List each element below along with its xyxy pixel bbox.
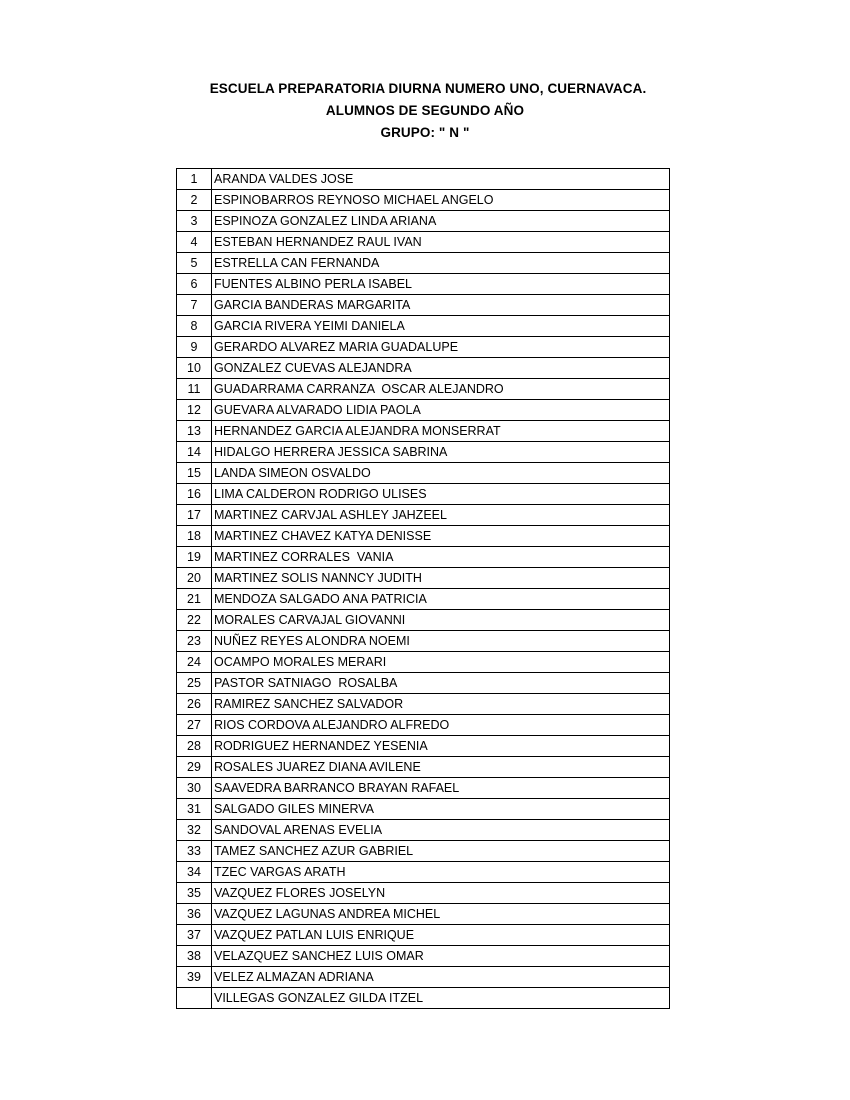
- row-number: 30: [177, 778, 212, 799]
- document-subtitle: ALUMNOS DE SEGUNDO AÑO: [325, 103, 525, 118]
- student-name: GERARDO ALVAREZ MARIA GUADALUPE: [212, 337, 670, 358]
- row-number: 25: [177, 673, 212, 694]
- student-name: ESTRELLA CAN FERNANDA: [212, 253, 670, 274]
- table-row: [177, 757, 670, 778]
- table-row: [177, 673, 670, 694]
- table-row: [177, 211, 670, 232]
- school-name: ESCUELA PREPARATORIA DIURNA NUMERO UNO, CUERNAVACA.: [209, 81, 647, 96]
- table-row: [177, 715, 670, 736]
- table-row: [177, 442, 670, 463]
- row-number: 15: [177, 463, 212, 484]
- student-name: GUEVARA ALVARADO LIDIA PAOLA: [212, 400, 670, 421]
- group-label: GRUPO: " N ": [380, 125, 470, 140]
- student-name: GUADARRAMA CARRANZA OSCAR ALEJANDRO: [212, 379, 670, 400]
- student-name: MARTINEZ SOLIS NANNCY JUDITH: [212, 568, 670, 589]
- row-number: 18: [177, 526, 212, 547]
- table-row: [177, 841, 670, 862]
- row-number: 37: [177, 925, 212, 946]
- table-row: [177, 610, 670, 631]
- table-row: [177, 652, 670, 673]
- row-number: 4: [177, 232, 212, 253]
- row-number: 29: [177, 757, 212, 778]
- student-name: RAMIREZ SANCHEZ SALVADOR: [212, 694, 670, 715]
- table-row: [177, 400, 670, 421]
- table-row: [177, 547, 670, 568]
- row-number: 17: [177, 505, 212, 526]
- row-number: 19: [177, 547, 212, 568]
- student-name: ESTEBAN HERNANDEZ RAUL IVAN: [212, 232, 670, 253]
- student-name: VAZQUEZ FLORES JOSELYN: [212, 883, 670, 904]
- table-row: [177, 232, 670, 253]
- row-number: 5: [177, 253, 212, 274]
- table-row: [177, 337, 670, 358]
- table-row: [177, 631, 670, 652]
- row-number: 14: [177, 442, 212, 463]
- table-row: [177, 463, 670, 484]
- student-name: GONZALEZ CUEVAS ALEJANDRA: [212, 358, 670, 379]
- table-row: [177, 883, 670, 904]
- row-number: 36: [177, 904, 212, 925]
- row-number: 7: [177, 295, 212, 316]
- row-number: 24: [177, 652, 212, 673]
- row-number: 20: [177, 568, 212, 589]
- table-row: [177, 379, 670, 400]
- row-number: 9: [177, 337, 212, 358]
- student-name: TZEC VARGAS ARATH: [212, 862, 670, 883]
- table-row: [177, 946, 670, 967]
- document-header: [100, 78, 750, 144]
- row-number: 31: [177, 799, 212, 820]
- row-number: 34: [177, 862, 212, 883]
- table-row: [177, 190, 670, 211]
- student-name: SANDOVAL ARENAS EVELIA: [212, 820, 670, 841]
- row-number: 6: [177, 274, 212, 295]
- student-name: MARTINEZ CARVJAL ASHLEY JAHZEEL: [212, 505, 670, 526]
- row-number: 39: [177, 967, 212, 988]
- student-name: NUÑEZ REYES ALONDRA NOEMI: [212, 631, 670, 652]
- student-name: ESPINOBARROS REYNOSO MICHAEL ANGELO: [212, 190, 670, 211]
- row-number: 35: [177, 883, 212, 904]
- table-row: [177, 904, 670, 925]
- table-row: [177, 736, 670, 757]
- table-row: [177, 253, 670, 274]
- table-row: [177, 694, 670, 715]
- student-name: HIDALGO HERRERA JESSICA SABRINA: [212, 442, 670, 463]
- row-number: 3: [177, 211, 212, 232]
- table-row: [177, 484, 670, 505]
- row-number: 26: [177, 694, 212, 715]
- row-number: 28: [177, 736, 212, 757]
- student-name: HERNANDEZ GARCIA ALEJANDRA MONSERRAT: [212, 421, 670, 442]
- row-number: 2: [177, 190, 212, 211]
- table-row: [177, 778, 670, 799]
- student-name: VELAZQUEZ SANCHEZ LUIS OMAR: [212, 946, 670, 967]
- student-name: SAAVEDRA BARRANCO BRAYAN RAFAEL: [212, 778, 670, 799]
- student-name: SALGADO GILES MINERVA: [212, 799, 670, 820]
- row-number: 27: [177, 715, 212, 736]
- table-row: [177, 799, 670, 820]
- row-number: 38: [177, 946, 212, 967]
- roster-body: [177, 169, 670, 1009]
- row-number: 11: [177, 379, 212, 400]
- table-row: [177, 820, 670, 841]
- table-row: [177, 925, 670, 946]
- student-name: TAMEZ SANCHEZ AZUR GABRIEL: [212, 841, 670, 862]
- student-name: GARCIA RIVERA YEIMI DANIELA: [212, 316, 670, 337]
- row-number: 10: [177, 358, 212, 379]
- student-name: FUENTES ALBINO PERLA ISABEL: [212, 274, 670, 295]
- table-row: [177, 589, 670, 610]
- table-row: [177, 169, 670, 190]
- student-name: MARTINEZ CHAVEZ KATYA DENISSE: [212, 526, 670, 547]
- table-row: [177, 967, 670, 988]
- table-row: [177, 505, 670, 526]
- row-number: 16: [177, 484, 212, 505]
- student-name: MENDOZA SALGADO ANA PATRICIA: [212, 589, 670, 610]
- row-number: 13: [177, 421, 212, 442]
- table-row: [177, 526, 670, 547]
- student-name: VAZQUEZ LAGUNAS ANDREA MICHEL: [212, 904, 670, 925]
- table-row: [177, 295, 670, 316]
- table-row: [177, 421, 670, 442]
- row-number: 21: [177, 589, 212, 610]
- row-number: 33: [177, 841, 212, 862]
- row-number: 12: [177, 400, 212, 421]
- student-name: MORALES CARVAJAL GIOVANNI: [212, 610, 670, 631]
- student-name: MARTINEZ CORRALES VANIA: [212, 547, 670, 568]
- student-name: RIOS CORDOVA ALEJANDRO ALFREDO: [212, 715, 670, 736]
- student-roster-table: [176, 168, 670, 1009]
- table-row: [177, 568, 670, 589]
- table-row: [177, 316, 670, 337]
- student-name: ROSALES JUAREZ DIANA AVILENE: [212, 757, 670, 778]
- table-row: [177, 358, 670, 379]
- student-name: OCAMPO MORALES MERARI: [212, 652, 670, 673]
- table-row: [177, 988, 670, 1009]
- student-name: VELEZ ALMAZAN ADRIANA: [212, 967, 670, 988]
- table-row: [177, 862, 670, 883]
- row-number: 8: [177, 316, 212, 337]
- row-number: 23: [177, 631, 212, 652]
- row-number: 1: [177, 169, 212, 190]
- row-number: [177, 988, 212, 1009]
- student-name: LIMA CALDERON RODRIGO ULISES: [212, 484, 670, 505]
- student-name: PASTOR SATNIAGO ROSALBA: [212, 673, 670, 694]
- student-name: VAZQUEZ PATLAN LUIS ENRIQUE: [212, 925, 670, 946]
- row-number: 32: [177, 820, 212, 841]
- student-name: RODRIGUEZ HERNANDEZ YESENIA: [212, 736, 670, 757]
- student-name: ARANDA VALDES JOSE: [212, 169, 670, 190]
- student-name: ESPINOZA GONZALEZ LINDA ARIANA: [212, 211, 670, 232]
- student-name: VILLEGAS GONZALEZ GILDA ITZEL: [212, 988, 670, 1009]
- table-row: [177, 274, 670, 295]
- student-name: GARCIA BANDERAS MARGARITA: [212, 295, 670, 316]
- roster-container: [100, 168, 750, 1009]
- student-name: LANDA SIMEON OSVALDO: [212, 463, 670, 484]
- row-number: 22: [177, 610, 212, 631]
